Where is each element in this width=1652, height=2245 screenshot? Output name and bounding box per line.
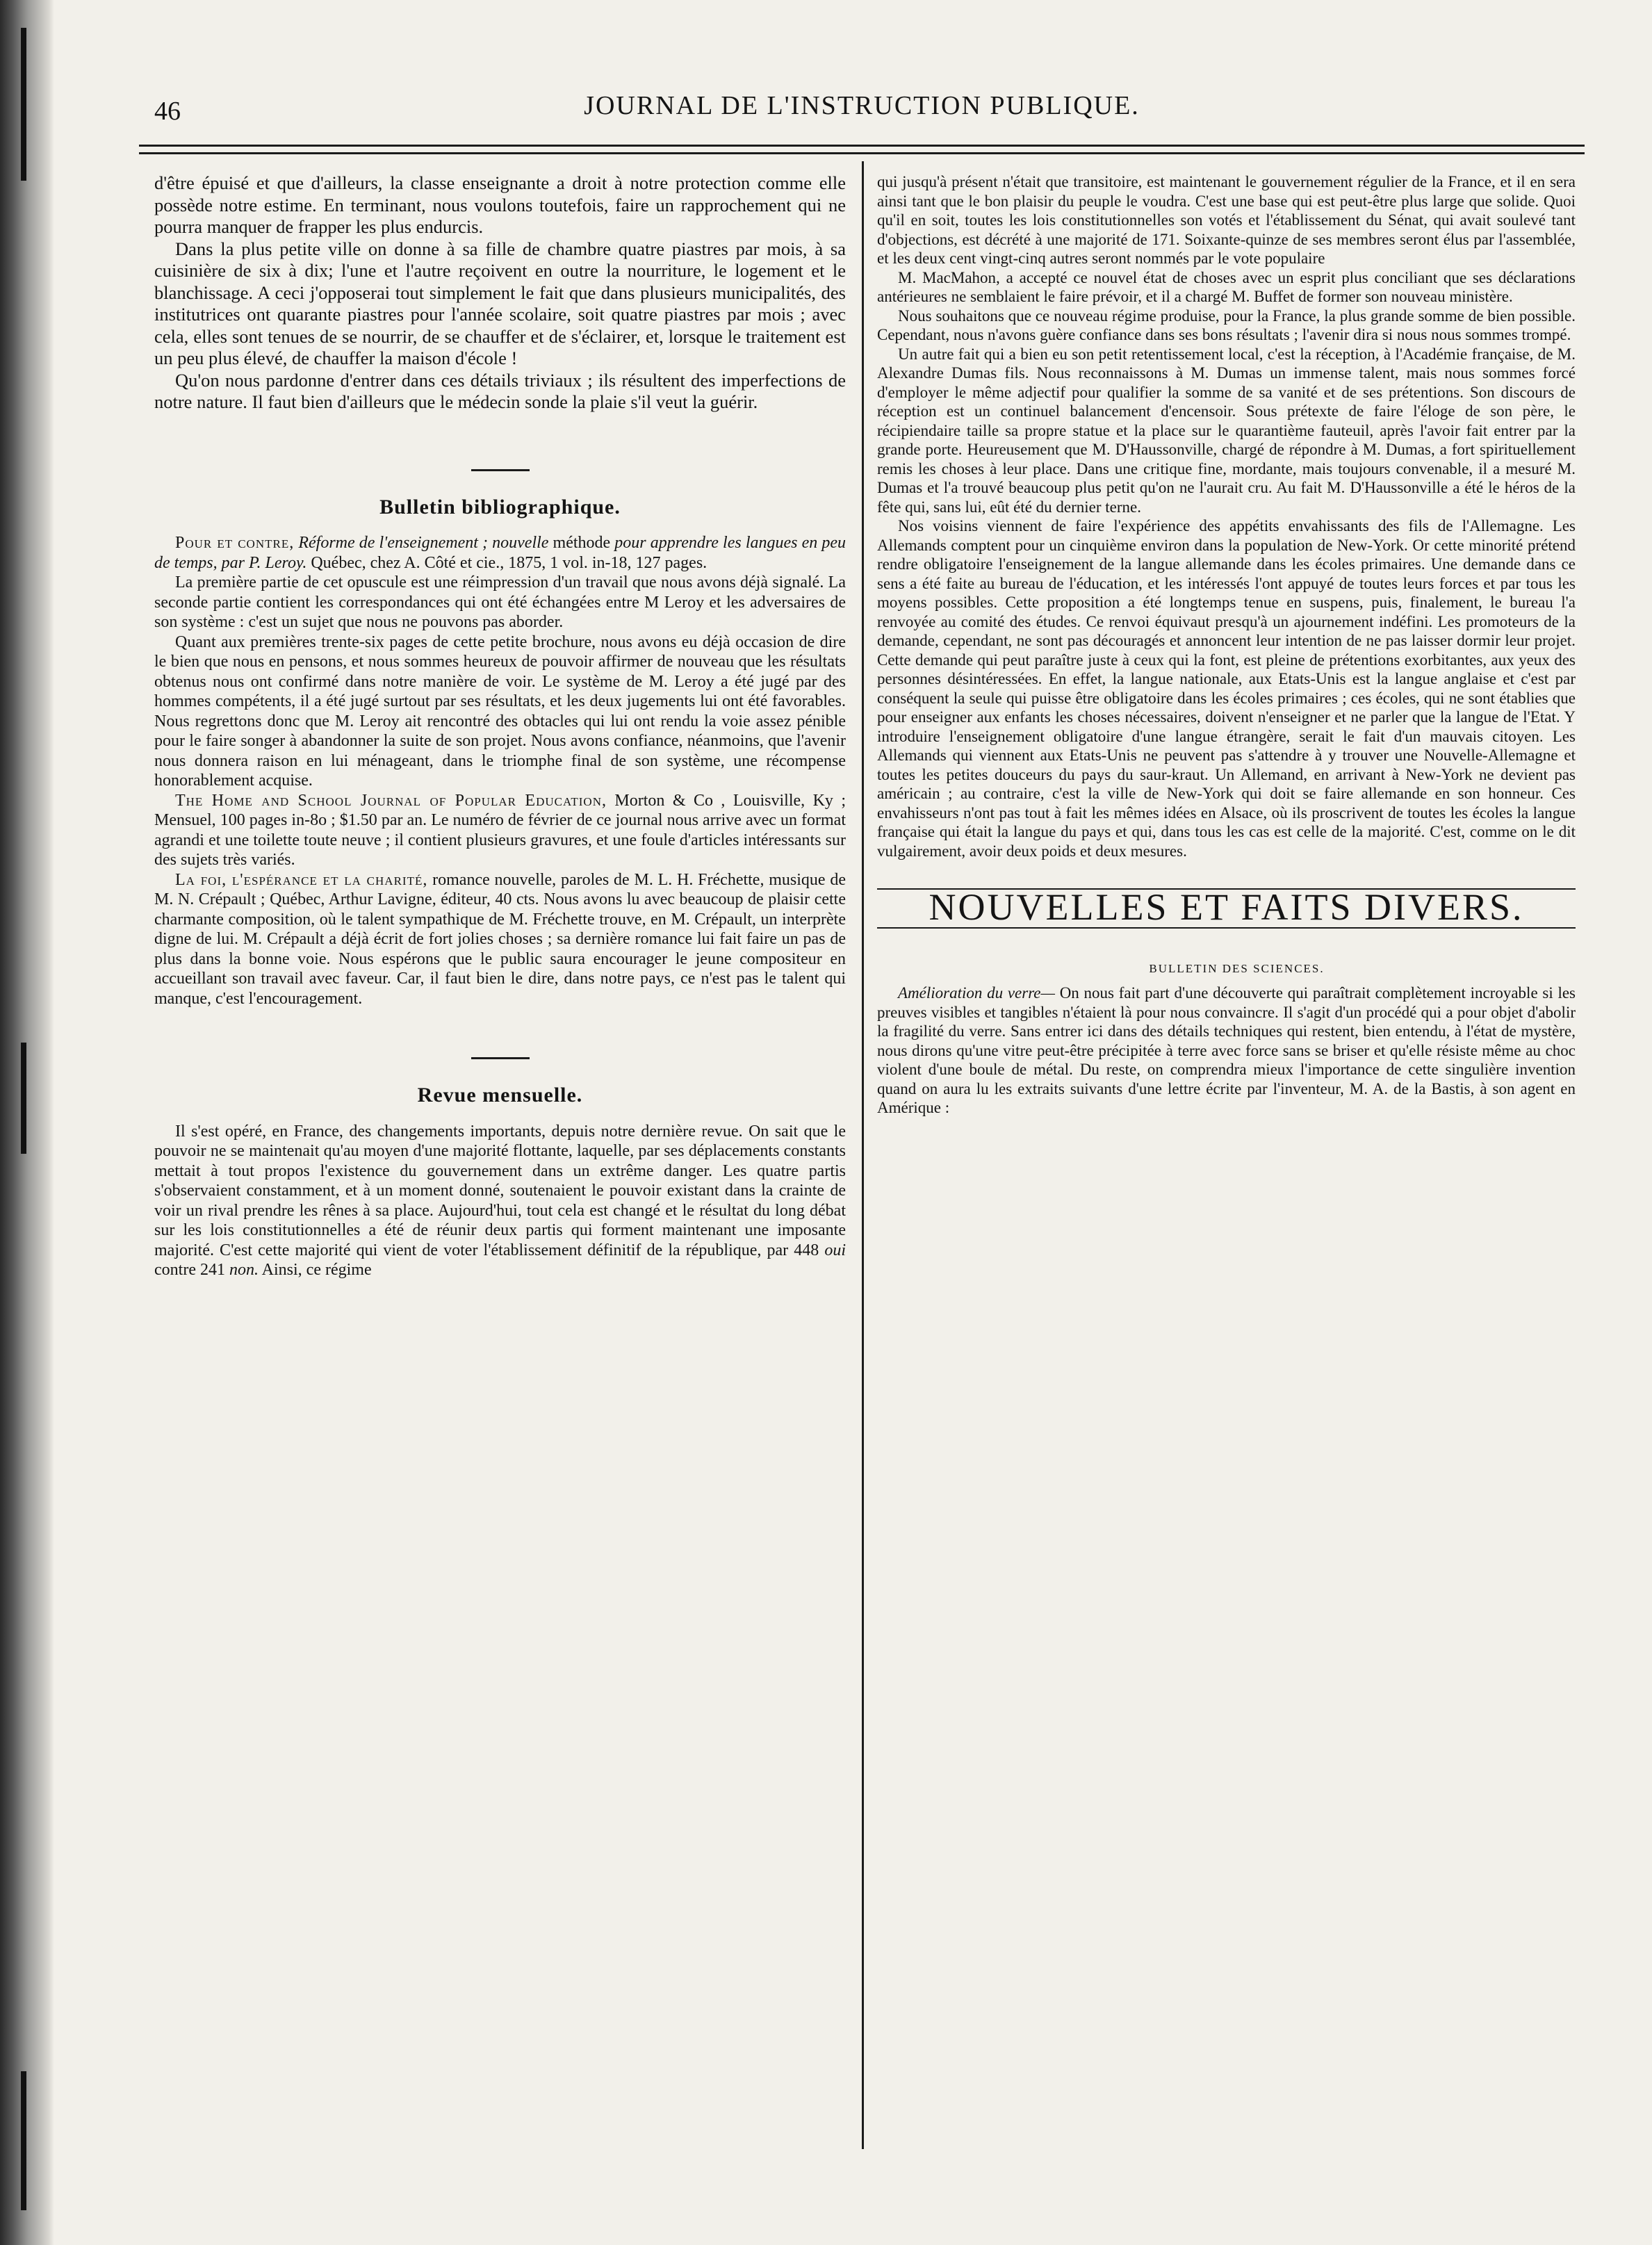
revue-continued-paragraph: qui jusqu'à présent n'était que transitoire, est maintenant le gouvernement régulier de la France, et il en sera ainsi tant que le bon plaisir du peuple le voudra. C'est une base qui est peut-être plus large que solide. Quoi qu'il en soit, toutes les lois constitutionnelles son votés et l'établissement du Sénat, qui avait soulevé tant d'objections, est décrété à une majorité de 171. Soixante-quinze de ses membres seront élus par l'assemblée, et les deux cent vingt-cinq autres seront nommés par le vote populaire bbox=[877, 173, 1576, 267]
revue-paragraph-end: Ainsi, ce régime bbox=[261, 1261, 372, 1279]
entry-1-mid: méthode bbox=[553, 534, 611, 552]
revue-contre: contre 241 bbox=[154, 1261, 225, 1279]
binding-shadow-mark bbox=[21, 28, 26, 181]
revue-heading: Revue mensuelle. bbox=[417, 1084, 583, 1107]
verre-title: Amélioration du verre— bbox=[898, 984, 1055, 1002]
bulletin-entry-1 bbox=[154, 533, 846, 573]
bulletin-entry-3 bbox=[154, 870, 846, 1009]
entry-1-lead: Pour et contre, bbox=[175, 534, 295, 552]
entry-1-publisher: Québec, chez A. Côté et cie., 1875, 1 vol. in-18, 127 pages. bbox=[311, 553, 708, 572]
revue-oui: oui bbox=[824, 1241, 846, 1259]
allemands-paragraph: Nos voisins viennent de faire l'expérience des appétits envahissants des fils de l'Allemagne. Les Allemands comptent pour un cinquième environ dans la population de New-York. Or cette minorité prétend rendre obligatoire l'enseignement de la langue allemande dans les écoles primaires. Une demande dans ce sens a été faite au bureau de l'éducation, et les intéressés l'ont appuyé de toutes leurs forces et par tous les moyens possibles. Cette proposition a été longtemps tenue en suspens, puis, finalement, le bureau l'a renvoyée au comité des études. Ce renvoi équivaut presqu'à un ajournement indéfini. Les promoteurs de la demande, cependant, ne sont pas découragés et annoncent leur intention de ne pas laisser dormir leur projet. Cette demande qui peut paraître juste à ceux qui la font, est pleine de prétentions exorbitantes, aux yeux des personnes désintéressées. En effet, la langue nationale, aux Etats-Unis est la langue anglaise et c'est par conséquent la seule qui puisse être obligatoire dans les écoles primaires ; ces écoles, qui ne sont établies que pour enseigner aux enfants les choses nécessaires, doivent n'enseigner et ne parler que la langue de l'Etat. Y introduire l'enseignement obligatoire d'une langue étrangère, serait le fait d'un mauvais citoyen. Les Allemands qui viennent aux Etats-Unis ne peuvent pas s'attendre à y trouver une Nouvelle-Allemagne et toutes les petites douceurs du pays du saur-kraut. Un Allemand, en arrivant à New-York ne devient pas américain ; au contraire, c'est la ville de New-York qui doit se faire allemande en son honneur. Ces envahisseurs n'ont pas tout à fait les mêmes idées en Alsace, où ils proscrivent de toutes les écoles la langue française qui était la langue du pays et qui, dans tous les cas est celle de la majorité. C'est, comme on le dit vulgairement, avoir deux poids et deux mesures. bbox=[877, 517, 1576, 860]
macmahon-paragraph: M. MacMahon, a accepté ce nouvel état de choses avec un esprit plus conciliant que ses déclarations antérieures ne semblaient le faire prévoir, et il a chargé M. Buffet de former son nouveau ministère. bbox=[877, 268, 1576, 305]
right-column bbox=[877, 172, 1576, 2160]
bulletin-entry-2 bbox=[154, 791, 846, 870]
bulletin-entry-1-para-1: La première partie de cet opuscule est une réimpression d'un travail que nous avons déjà signalé. La seconde partie contient les correspondances qui ont été échangées entre M Leroy et les adversaires de son système : c'est un sujet que nous ne pouvons pas aborder. bbox=[154, 573, 846, 631]
page-number: 46 bbox=[154, 97, 181, 126]
book-binding-edge bbox=[0, 0, 54, 2245]
nouvelles-heading: NOUVELLES ET FAITS DIVERS. bbox=[929, 886, 1524, 928]
revue-non: non. bbox=[229, 1261, 259, 1279]
running-head: JOURNAL DE L'INSTRUCTION PUBLIQUE. bbox=[584, 91, 1140, 120]
souhaitons-paragraph: Nous souhaitons que ce nouveau régime produise, pour la France, la plus grande somme de bien possible. Cependant, nous n'avons guère confiance dans ses bons résultats ; l'avenir dira si nous nous sommes trompé. bbox=[877, 307, 1576, 343]
column-divider bbox=[862, 161, 864, 2149]
revue-paragraph bbox=[154, 1122, 846, 1280]
sciences-subheading: BULLETIN DES SCIENCES. bbox=[1149, 961, 1325, 975]
intro-paragraph-1: d'être épuisé et que d'ailleurs, la classe enseignante a droit à notre protection comme elle possède notre estime. En terminant, nous voulons toutefois, faire un rapprochement qui ne pourra manquer de frapper les plus endurcis. bbox=[154, 172, 846, 237]
intro-paragraph-2: Dans la plus petite ville on donne à sa fille de chambre quatre piastres par mois, à sa cuisinière de six à dix; l'une et l'autre reçoivent en outre la nourriture, le logement et le blanchissage. A ceci j'opposerai tout simplement le fait que dans plusieurs municipalités, des institutrices ont quarante piastres pour l'année scolaire, soit quatre piastres par mois ; avec cela, elles sont tenues de se nourrir, de se chauffer et de s'éclairer, et, lorsque le traitement est un peu plus élevé, de chauffer la maison d'école ! bbox=[154, 238, 846, 368]
bulletin-heading: Bulletin bibliographique. bbox=[379, 495, 621, 519]
academie-paragraph: Un autre fait qui a bien eu son petit retentissement local, c'est la réception, à l'Académie française, de M. Alexandre Dumas fils. Nous reconnaissons à M. Dumas un immense talent, mais nous sommes forcé d'employer le même adjectif pour qualifier la somme de sa vanité et de ses prétentions. Son discours de réception est un continuel balancement d'encensoir. Sous prétexte de faire l'éloge de son père, le récipiendaire taille sa propre statue et la place sur le quarantième fauteuil, après l'avoir fait entrer par la grande porte. Heureusement que M. D'Haussonville, chargé de répondre à M. Dumas, a fort spirituellement remis les choses à leur place. Dans une critique fine, mordante, mais toujours convenable, il a mesuré M. Dumas et l'a trouvé beaucoup plus petit qu'on ne l'aurait cru. Au fait M. D'Haussonville a été le héros de la fête qui, sans lui, eût été du dernier terne. bbox=[877, 345, 1576, 516]
header-double-rule bbox=[139, 145, 1585, 154]
binding-shadow-mark bbox=[21, 1043, 26, 1154]
entry-1-title-cont: pour apprendre les langues en peu de temps, par P. Leroy. bbox=[154, 534, 846, 572]
binding-shadow-mark bbox=[21, 2071, 26, 2210]
left-column bbox=[154, 172, 846, 2160]
revue-paragraph-start: Il s'est opéré, en France, des changements importants, depuis notre dernière revue. On sait que le pouvoir ne se maintenait qu'au moyen d'une majorité flottante, laquelle, par ses déplacements constants mettait à tout propos l'existence du gouvernement dans un extrême danger. Les quatre partis s'observaient constamment, et à un moment donné, soutenaient le pouvoir existant dans la crainte de voir un rival prendre les rênes à sa place. Aujourd'hui, tout cela est changé et le résultat du long débat sur les lois constitutionnelles a été de réunir deux partis qui forment maintenant une imposante majorité. C'est cette majorité qui vient de voter l'établissement définitif de la république, par 448 bbox=[154, 1122, 846, 1259]
entry-1-title: Réforme de l'enseignement ; nouvelle bbox=[298, 534, 549, 552]
verre-text: On nous fait part d'une découverte qui paraîtrait complètement incroyable si les preuves visibles et tangibles n'étaient là pour nous convaincre. Il s'agit d'un procédé qui a pour objet d'abolir la fragilité du verre. Sans entrer ici dans des détails techniques qui restent, bien entendu, à l'état de mystère, nous dirons qu'une vitre peut-être précipitée à terre avec force sans se briser et qu'elle résiste même au choc violent d'une boule de métal. Du reste, on comprendra mieux l'importance de cette singulière invention quand on aura lu les extraits suivants d'une lettre écrite par l'inventeur, M. A. de la Bastis, à son agent en Amérique : bbox=[877, 984, 1576, 1116]
entry-2-lead: The Home and School Journal of Popular Education, bbox=[175, 791, 607, 810]
entry-3-lead: La foi, l'espérance et la charité, bbox=[175, 870, 428, 889]
entry-3-text: romance nouvelle, paroles de M. L. H. Fréchette, musique de M. N. Crépault ; Québec, Arthur Lavigne, éditeur, 40 cts. Nous avons lu avec beaucoup de plaisir cette charmante composition, où le talent sympathique de M. Fréchette trouve, en M. Crépault, un interprète digne de lui. M. Crépault a déjà écrit de fort jolies choses ; sa dernière romance lui fait faire un pas de plus dans la bonne voie. Nous espérons que le public saura encourager le jeune compositeur en accueillant son travail avec faveur. Car, il faut bien le dire, dans notre pays, ce n'est pas le talent qui manque, c'est l'encouragement. bbox=[154, 870, 846, 1008]
intro-paragraph-3: Qu'on nous pardonne d'entrer dans ces détails triviaux ; ils résultent des imperfections de notre nature. Il faut bien d'ailleurs que le médecin sonde la plaie s'il veut la guérir. bbox=[154, 369, 846, 412]
entry-2-text: Morton & Co , Louisville, Ky ; Mensuel, 100 pages in-8o ; $1.50 par an. Le numéro de février de ce journal nous arrive avec un format agrandi et une toilette toute neuve ; il contient plusieurs gravures, et une foule d'articles intéressants sur des sujets très variés. bbox=[154, 791, 846, 869]
bulletin-entry-1-para-2: Quant aux premières trente-six pages de cette petite brochure, nous avons eu déjà occasion de dire le bien que nous en pensons, et nous sommes heureux de pouvoir affirmer de nouveau que les résultats obtenus nous ont confirmé dans notre manière de voir. Le système de M. Leroy a été jugé par des hommes compétents, il a été jugé surtout par ses résultats, et les deux jugements lui ont été favorables. Nous regrettons donc que M. Leroy ait rencontré des obtacles qui lui ont rendu la voie assez pénible pour le faire songer à abandonner la suite de son projet. Nous avons confiance, néanmoins, que l'avenir nous donnera raison en lui ménageant, dans le triomphe final de son système, une récompense honorablement acquise. bbox=[154, 632, 846, 790]
verre-paragraph bbox=[877, 983, 1576, 1118]
